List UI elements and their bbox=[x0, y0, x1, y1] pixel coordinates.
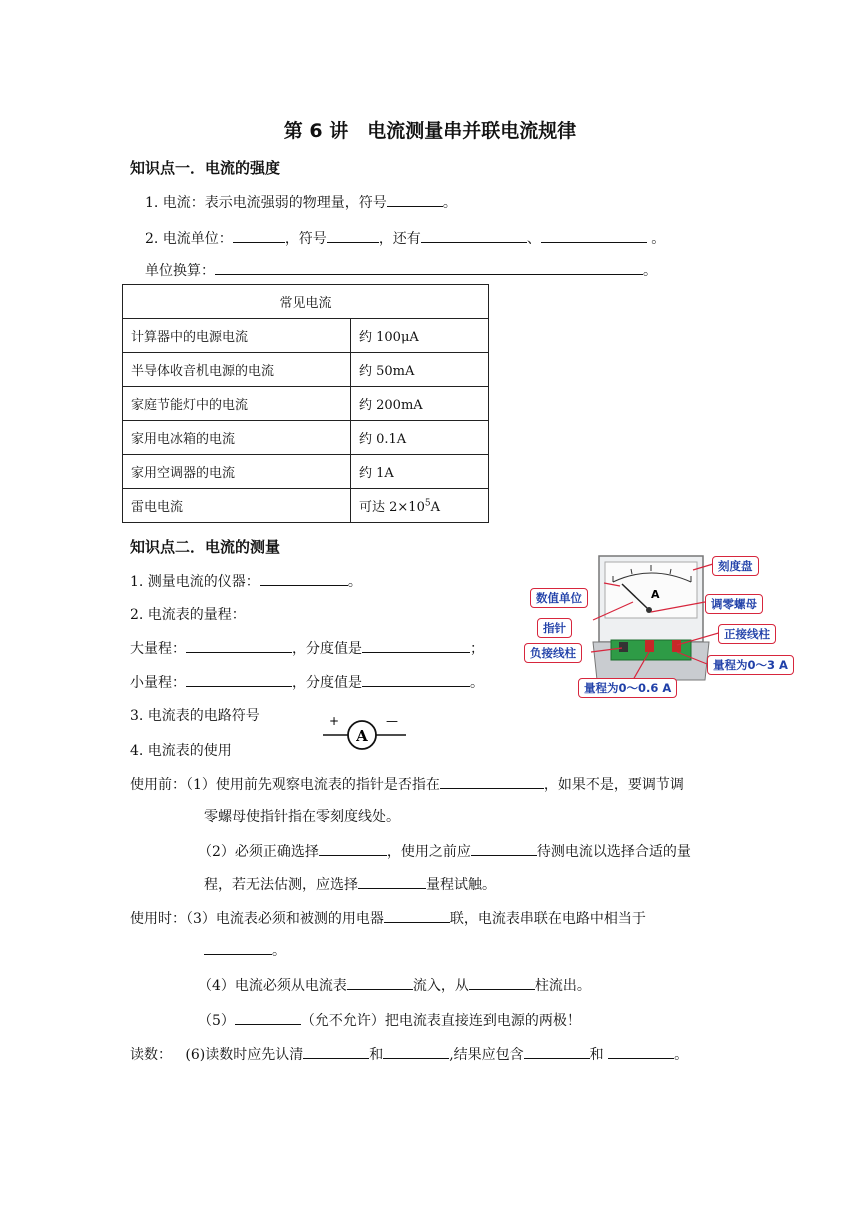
table-row bbox=[123, 489, 489, 523]
blank bbox=[233, 228, 285, 243]
ammeter-symbol bbox=[320, 714, 410, 754]
table-cell: 家庭节能灯中的电流 bbox=[123, 387, 351, 421]
blank bbox=[608, 1044, 674, 1059]
line-text: 。 bbox=[643, 263, 657, 279]
line-usage: 4. 电流表的使用 bbox=[130, 743, 232, 759]
line-text: 联，电流表串联在电路中相当于 bbox=[449, 911, 646, 927]
line-current-def bbox=[145, 192, 457, 212]
label-dial: 刻度盘 bbox=[712, 556, 759, 576]
blank bbox=[215, 260, 643, 275]
blank bbox=[186, 638, 292, 653]
line-text: 使用时： bbox=[130, 911, 186, 927]
line-text: ，分度值是 bbox=[292, 675, 362, 691]
line-text: ，符号 bbox=[284, 231, 327, 247]
usage-power: （5） （允不允许）把电流表直接连到电源的两极！ bbox=[198, 1010, 581, 1030]
page-title: 第 6 讲 电流测量串并联电流规律 bbox=[283, 120, 577, 142]
cell-text: 可达 2×10 bbox=[359, 500, 425, 515]
line-text: 2. 电流单位： bbox=[145, 231, 233, 247]
blank bbox=[384, 908, 450, 923]
blank bbox=[469, 975, 535, 990]
table-row bbox=[123, 421, 489, 455]
cell-text: A bbox=[430, 500, 440, 515]
line-text: ，还有 bbox=[378, 231, 421, 247]
line-text: 1. 电流：表示电流强弱的物理量，符号 bbox=[145, 195, 387, 211]
line-text: 1. 测量电流的仪器： bbox=[130, 574, 260, 590]
line-text: 。 bbox=[470, 675, 484, 691]
line-text: 和 bbox=[369, 1047, 384, 1063]
blank bbox=[260, 571, 348, 586]
line-current-unit bbox=[145, 228, 665, 248]
blank bbox=[362, 672, 470, 687]
table-header: 常见电流 bbox=[123, 285, 489, 319]
line-text: 。 bbox=[272, 943, 286, 959]
blank bbox=[303, 1044, 369, 1059]
table-cell: 雷电电流 bbox=[123, 489, 351, 523]
line-text: ,结果应包含 bbox=[449, 1047, 524, 1063]
blank bbox=[358, 874, 426, 889]
line-text: 柱流出。 bbox=[534, 978, 591, 994]
line-text: 。 bbox=[442, 195, 457, 211]
line-text: 。 bbox=[651, 231, 666, 247]
table-row bbox=[123, 387, 489, 421]
label-small-range: 量程为0～0.6 A bbox=[578, 678, 677, 698]
line-text: ，分度值是 bbox=[292, 641, 362, 657]
line-instrument bbox=[130, 571, 362, 591]
line-text: 。 bbox=[347, 574, 362, 590]
line-small-range bbox=[130, 672, 484, 692]
blank bbox=[186, 672, 292, 687]
line-text: 单位换算： bbox=[145, 263, 215, 279]
label-needle: 指针 bbox=[537, 618, 572, 638]
blank bbox=[347, 975, 413, 990]
blank bbox=[319, 841, 387, 856]
table-cell: 约 1A bbox=[351, 455, 489, 489]
line-range: 2. 电流表的量程： bbox=[130, 607, 246, 623]
line-text: 大量程： bbox=[130, 641, 186, 657]
blank bbox=[440, 774, 544, 789]
line-text: （2）必须正确选择 bbox=[198, 844, 319, 860]
symbol-letter: A bbox=[356, 727, 368, 745]
line-text: （4）电流必须从电流表 bbox=[198, 978, 347, 994]
plus-sign: + bbox=[328, 714, 340, 728]
usage-direction bbox=[198, 975, 591, 995]
common-current-table bbox=[122, 284, 489, 523]
line-text: （1）使用前先观察电流表的指针是否指在 bbox=[186, 777, 440, 793]
line-text: 小量程： bbox=[130, 675, 186, 691]
line-text: 读数： bbox=[130, 1047, 172, 1063]
line-text: (6)读数时应先认清 bbox=[185, 1047, 304, 1063]
line-big-range bbox=[130, 638, 484, 658]
table-row bbox=[123, 455, 489, 489]
line-text: 。 bbox=[674, 1047, 689, 1063]
table-cell: 约 50mA bbox=[351, 353, 489, 387]
line-text: （3）电流表必须和被测的用电器 bbox=[186, 911, 384, 927]
line-text: ，如果不是，要调节调 bbox=[543, 777, 684, 793]
blank bbox=[235, 1010, 301, 1025]
table-row bbox=[123, 319, 489, 353]
blank bbox=[471, 841, 537, 856]
blank bbox=[541, 228, 647, 243]
table-cell: 家用电冰箱的电流 bbox=[123, 421, 351, 455]
usage-before bbox=[130, 774, 684, 794]
label-unit: 数值单位 bbox=[530, 588, 588, 608]
table-cell: 约 100μA bbox=[351, 319, 489, 353]
line-text: 和 bbox=[589, 1047, 604, 1063]
blank bbox=[421, 228, 527, 243]
label-big-range: 量程为0～3 A bbox=[707, 655, 794, 675]
blank bbox=[327, 228, 379, 243]
label-negative-terminal: 负接线柱 bbox=[524, 643, 582, 663]
line-text: 待测电流以选择合适的量 bbox=[536, 844, 691, 860]
usage-select bbox=[198, 841, 691, 861]
table-row bbox=[123, 353, 489, 387]
usage-select-cont bbox=[204, 874, 496, 894]
usage-during-cont bbox=[204, 940, 286, 960]
label-positive-terminal: 正接线柱 bbox=[718, 624, 776, 644]
blank bbox=[387, 192, 443, 207]
line-text: 、 bbox=[526, 231, 541, 247]
table-cell: 家用空调器的电流 bbox=[123, 455, 351, 489]
table-cell: 约 0.1A bbox=[351, 421, 489, 455]
blank bbox=[383, 1044, 449, 1059]
line-symbol: 3. 电流表的电路符号 bbox=[130, 708, 260, 724]
line-text: ； bbox=[470, 641, 484, 657]
line-text: 流入，从 bbox=[412, 978, 469, 994]
blank bbox=[524, 1044, 590, 1059]
line-text: 使用前： bbox=[130, 777, 186, 793]
section1-heading: 知识点一．电流的强度 bbox=[130, 159, 281, 177]
ammeter-diagram bbox=[515, 552, 805, 697]
minus-sign: — bbox=[386, 714, 398, 728]
line-unit-conversion bbox=[145, 260, 657, 280]
table-cell: 约 200mA bbox=[351, 387, 489, 421]
table-cell: 半导体收音机电源的电流 bbox=[123, 353, 351, 387]
exponent: 5 bbox=[424, 498, 431, 509]
blank bbox=[204, 940, 272, 955]
table-cell bbox=[351, 489, 489, 523]
line-text: （允不允许）把电流表直接连到电源的两极！ bbox=[300, 1013, 581, 1029]
line-text: 量程试触。 bbox=[426, 877, 496, 893]
usage-before-cont: 零螺母使指针指在零刻度线处。 bbox=[204, 809, 400, 825]
usage-during bbox=[130, 908, 646, 928]
label-zero-nut: 调零螺母 bbox=[705, 594, 763, 614]
table-cell: 计算器中的电源电流 bbox=[123, 319, 351, 353]
section2-heading: 知识点二．电流的测量 bbox=[130, 538, 281, 556]
line-text: 程，若无法估测，应选择 bbox=[204, 877, 358, 893]
blank bbox=[362, 638, 470, 653]
usage-reading bbox=[130, 1044, 688, 1064]
line-text: ，使用之前应 bbox=[386, 844, 471, 860]
dial-letter: A bbox=[651, 588, 660, 601]
